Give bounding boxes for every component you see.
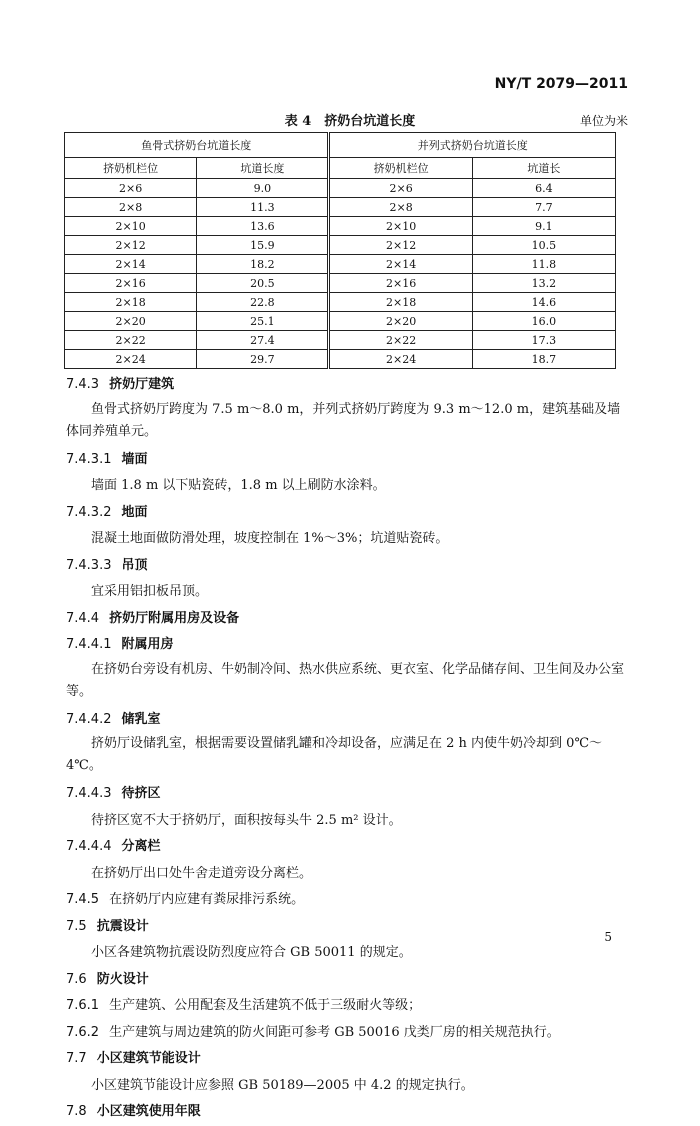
section-title: 挤奶厅附属用房及设备 [109, 610, 240, 626]
table-cell: 20.5 [197, 274, 329, 293]
section-heading [66, 500, 626, 527]
section-number: 7.6 [66, 971, 87, 987]
table-row [65, 236, 616, 255]
table-cell: 2×12 [65, 236, 197, 255]
section-heading [66, 553, 626, 580]
section-number: 7.4.5 [66, 892, 100, 907]
table-cell: 2×22 [65, 331, 197, 350]
table-cell: 17.3 [472, 331, 615, 350]
table-row [65, 217, 616, 236]
section-heading [66, 447, 626, 474]
section-number: 7.4.4 [66, 610, 100, 626]
section-heading [66, 707, 626, 734]
body-text [66, 372, 626, 1126]
section-number: 7.4.4.4 [66, 839, 112, 854]
section-title: 吊顶 [121, 557, 148, 573]
section-number: 7.4.3.2 [66, 504, 112, 520]
section-heading [66, 632, 626, 659]
table-cell: 2×18 [329, 293, 472, 312]
table-row [65, 179, 616, 198]
table-cell: 25.1 [197, 312, 329, 331]
section-paragraph: 在挤奶台旁设有机房、牛奶制冷间、热水供应系统、更衣室、化学品储存间、卫生间及办公室等。 [66, 661, 625, 699]
section-title: 防火设计 [96, 971, 149, 987]
table-cell: 14.6 [472, 293, 615, 312]
section-title: 生产建筑、公用配套及生活建筑不低于三级耐火等级； [109, 998, 422, 1013]
table-cell: 9.1 [472, 217, 615, 236]
section-heading [66, 1099, 626, 1126]
section-heading [66, 967, 626, 994]
col-header: 坑道长 [472, 158, 615, 179]
section-paragraph: 待挤区宽不大于挤奶厅，面积按每头牛 2.5 m² 设计。 [91, 812, 402, 828]
table-cell: 2×12 [329, 236, 472, 255]
table-cell: 27.4 [197, 331, 329, 350]
section-number: 7.6.2 [66, 1024, 100, 1040]
table-cell: 2×6 [329, 179, 472, 198]
section-title: 墙面 [121, 451, 148, 467]
section-heading [66, 887, 626, 914]
table-cell: 22.8 [197, 293, 329, 312]
table-cell: 2×16 [329, 274, 472, 293]
table-cell: 2×10 [329, 217, 472, 236]
table-cell: 6.4 [472, 179, 615, 198]
table-row [65, 255, 616, 274]
table-cell: 18.2 [197, 255, 329, 274]
section-number: 7.4.3 [66, 377, 100, 392]
section-title: 地面 [121, 504, 148, 520]
col-header: 坑道长度 [197, 158, 329, 179]
table-cell: 29.7 [197, 350, 329, 369]
section-heading [66, 372, 626, 399]
table-cell: 2×20 [329, 312, 472, 331]
table-cell: 2×24 [65, 350, 197, 369]
table-row [65, 198, 616, 217]
table-cell: 16.0 [472, 312, 615, 331]
table-cell: 2×8 [65, 198, 197, 217]
section-number: 7.5 [66, 918, 87, 934]
table-cell: 9.0 [197, 179, 329, 198]
table-row [65, 331, 616, 350]
table-cell: 2×20 [65, 312, 197, 331]
section-number: 7.4.3.1 [66, 451, 112, 467]
section-title: 在挤奶厅内应建有粪尿排污系统。 [109, 892, 305, 907]
table-cell: 11.3 [197, 198, 329, 217]
section-heading [66, 993, 626, 1020]
table-cell: 13.2 [472, 274, 615, 293]
table-caption: 表 4 挤奶台坑道长度 [284, 114, 416, 129]
table-cell: 11.8 [472, 255, 615, 274]
table-cell: 2×6 [65, 179, 197, 198]
section-paragraph: 小区各建筑物抗震设防烈度应符合 GB 50011 的规定。 [91, 945, 412, 960]
section-paragraph: 小区建筑节能设计应参照 GB 50189—2005 中 4.2 的规定执行。 [91, 1077, 474, 1093]
table-cell: 2×18 [65, 293, 197, 312]
section-title: 附属用房 [121, 637, 174, 652]
table-group-header-row [65, 133, 616, 158]
section-paragraph: 宜采用铝扣板吊顶。 [91, 584, 209, 599]
section-heading [66, 834, 626, 861]
section-heading [66, 914, 626, 941]
section-paragraph: 混凝土地面做防滑处理，坡度控制在 1%～3%；坑道贴瓷砖。 [91, 531, 449, 546]
section-number: 7.4.4.2 [66, 711, 112, 727]
section-number: 7.4.3.3 [66, 557, 112, 573]
section-title: 分离栏 [121, 839, 161, 854]
group-header-parallel: 并列式挤奶台坑道长度 [329, 133, 616, 158]
table-cell: 18.7 [472, 350, 615, 369]
section-title: 待挤区 [121, 786, 161, 801]
table-row [65, 350, 616, 369]
unit-label: 单位为米 [579, 114, 628, 128]
section-number: 7.7 [66, 1051, 87, 1066]
section-title: 抗震设计 [96, 918, 149, 934]
table-cell: 2×14 [65, 255, 197, 274]
table-cell: 2×24 [329, 350, 472, 369]
section-paragraph: 挤奶厅设储乳室，根据需要设置储乳罐和冷却设备，应满足在 2 h 内使牛奶冷却到 0℃～4℃。 [66, 736, 602, 773]
table-cell: 7.7 [472, 198, 615, 217]
table-row [65, 274, 616, 293]
table-row [65, 293, 616, 312]
section-title: 小区建筑使用年限 [96, 1104, 201, 1119]
table-column-header-row [65, 158, 616, 179]
section-heading [66, 1046, 626, 1073]
table-cell: 2×16 [65, 274, 197, 293]
col-header: 挤奶机栏位 [329, 158, 472, 179]
table-cell: 2×8 [329, 198, 472, 217]
section-number: 7.4.4.3 [66, 786, 112, 801]
col-header: 挤奶机栏位 [65, 158, 197, 179]
section-paragraph: 鱼骨式挤奶厅跨度为 7.5 m～8.0 m，并列式挤奶厅跨度为 9.3 m～12.0 m，建筑基础及墙体同养殖单元。 [66, 401, 621, 439]
section-heading [66, 781, 626, 808]
pit-length-table [64, 132, 616, 369]
group-header-herringbone: 鱼骨式挤奶台坑道长度 [65, 133, 329, 158]
table-cell: 13.6 [197, 217, 329, 236]
section-title: 生产建筑与周边建筑的防火间距可参考 GB 50016 戊类厂房的相关规范执行。 [109, 1024, 560, 1040]
section-paragraph: 墙面 1.8 m 以下贴瓷砖，1.8 m 以上刷防水涂料。 [91, 478, 386, 493]
table-cell: 2×10 [65, 217, 197, 236]
section-title: 储乳室 [121, 711, 161, 727]
table-cell: 2×22 [329, 331, 472, 350]
page-number: 5 [604, 930, 612, 944]
section-title: 挤奶厅建筑 [109, 377, 175, 392]
section-number: 7.8 [66, 1104, 87, 1119]
section-heading [66, 606, 626, 633]
section-paragraph: 在挤奶厅出口处牛舍走道旁设分离栏。 [91, 865, 313, 881]
section-heading [66, 1020, 626, 1047]
table-cell: 2×14 [329, 255, 472, 274]
table-row [65, 312, 616, 331]
section-title: 小区建筑节能设计 [96, 1051, 201, 1066]
table-cell: 10.5 [472, 236, 615, 255]
standard-code: NY/T 2079—2011 [494, 76, 628, 92]
table-cell: 15.9 [197, 236, 329, 255]
section-number: 7.4.4.1 [66, 637, 112, 652]
section-number: 7.6.1 [66, 998, 100, 1013]
